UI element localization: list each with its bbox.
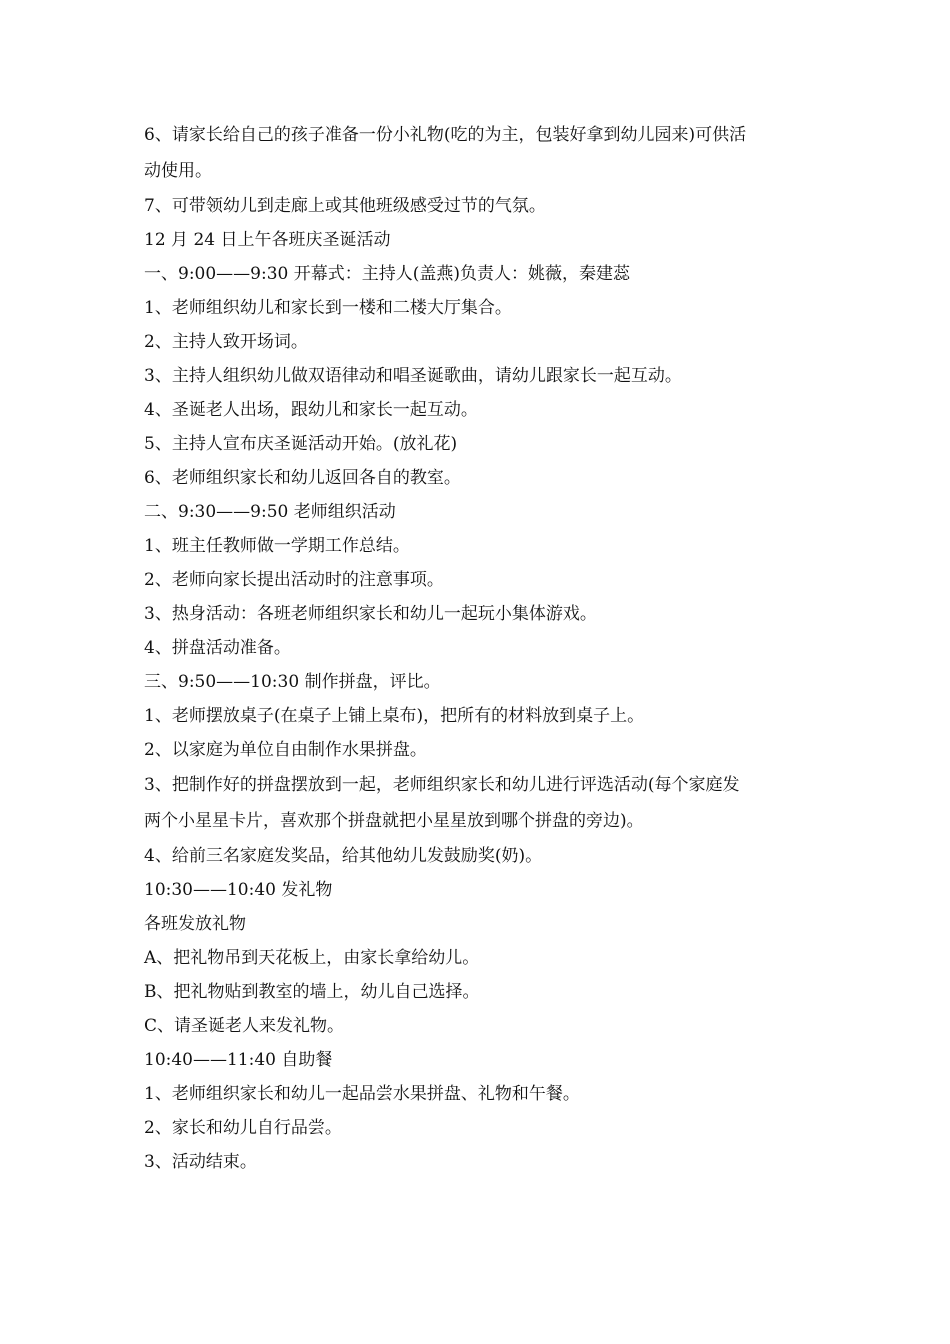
paragraph-line: 2、家长和幼儿自行品尝。 xyxy=(144,1118,342,1138)
paragraph-line: 6、老师组织家长和幼儿返回各自的教室。 xyxy=(144,468,461,488)
document-body xyxy=(144,117,814,1179)
section-heading: 一、9:00——9:30 开幕式：主持人(盖燕)负责人：姚薇，秦建蕊 xyxy=(144,264,631,284)
paragraph-line: 5、主持人宣布庆圣诞活动开始。(放礼花) xyxy=(144,434,458,454)
section-heading: 10:30——10:40 发礼物 xyxy=(144,880,333,900)
paragraph-line: 6、请家长给自己的孩子准备一份小礼物(吃的为主，包装好拿到幼儿园来)可供活 xyxy=(144,125,747,145)
paragraph-line: 4、圣诞老人出场，跟幼儿和家长一起互动。 xyxy=(144,400,478,420)
paragraph-line: 1、老师组织家长和幼儿一起品尝水果拼盘、礼物和午餐。 xyxy=(144,1084,580,1104)
paragraph-line: 3、把制作好的拼盘摆放到一起，老师组织家长和幼儿进行评选活动(每个家庭发 xyxy=(144,775,740,795)
paragraph-line: 1、老师组织幼儿和家长到一楼和二楼大厅集合。 xyxy=(144,298,512,318)
paragraph-line: C、请圣诞老人来发礼物。 xyxy=(144,1016,345,1036)
paragraph-line: 1、老师摆放桌子(在桌子上铺上桌布)，把所有的材料放到桌子上。 xyxy=(144,706,645,726)
paragraph-line: 动使用。 xyxy=(144,161,212,181)
paragraph-line: 7、可带领幼儿到走廊上或其他班级感受过节的气氛。 xyxy=(144,196,546,216)
paragraph-line: 4、拼盘活动准备。 xyxy=(144,638,291,658)
section-heading: 二、9:30——9:50 老师组织活动 xyxy=(144,502,396,522)
paragraph-line: 2、以家庭为单位自由制作水果拼盘。 xyxy=(144,740,427,760)
paragraph-line: 3、热身活动：各班老师组织家长和幼儿一起玩小集体游戏。 xyxy=(144,604,597,624)
paragraph-line: B、把礼物贴到教室的墙上，幼儿自己选择。 xyxy=(144,982,480,1002)
paragraph-line: 3、主持人组织幼儿做双语律动和唱圣诞歌曲，请幼儿跟家长一起互动。 xyxy=(144,366,682,386)
paragraph-line: 3、活动结束。 xyxy=(144,1152,257,1172)
section-heading: 10:40——11:40 自助餐 xyxy=(144,1050,333,1070)
section-heading: 三、9:50——10:30 制作拼盘，评比。 xyxy=(144,672,441,692)
section-heading: 12 月 24 日上午各班庆圣诞活动 xyxy=(144,230,391,250)
paragraph-line: 2、主持人致开场词。 xyxy=(144,332,308,352)
paragraph-line: A、把礼物吊到天花板上，由家长拿给幼儿。 xyxy=(144,948,480,968)
paragraph-line: 2、老师向家长提出活动时的注意事项。 xyxy=(144,570,444,590)
paragraph-line: 1、班主任教师做一学期工作总结。 xyxy=(144,536,410,556)
paragraph-line: 4、给前三名家庭发奖品，给其他幼儿发鼓励奖(奶)。 xyxy=(144,846,543,866)
paragraph-line: 两个小星星卡片，喜欢那个拼盘就把小星星放到哪个拼盘的旁边)。 xyxy=(144,811,644,831)
paragraph-line: 各班发放礼物 xyxy=(144,914,246,934)
